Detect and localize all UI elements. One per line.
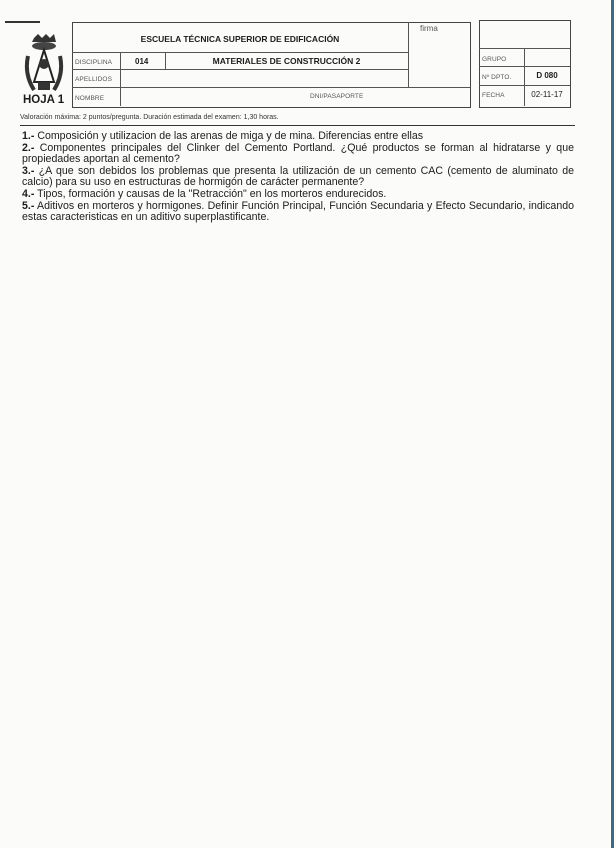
school-name: ESCUELA TÉCNICA SUPERIOR DE EDIFICACIÓN (140, 34, 340, 44)
dept-label: Nº DPTO. (482, 74, 512, 81)
dept-value: D 080 (536, 71, 558, 80)
date-value: 02-11-17 (531, 90, 563, 99)
subject-name: MATERIALES DE CONSTRUCCIÓN 2 (212, 56, 361, 66)
group-label: GRUPO (482, 56, 507, 63)
date-label: FECHA (482, 92, 505, 99)
signature-label: firma (420, 24, 438, 33)
question-1: 1.- Composición y utilizacion de las arenas de miga y de mina. Diferencias entre ellas (22, 130, 424, 142)
divider (20, 125, 575, 126)
subject-code: 014 (135, 57, 149, 66)
corner-mark (5, 21, 40, 23)
university-crest-logo (22, 34, 66, 96)
id-label: DNI/PASAPORTE (310, 93, 364, 100)
question-3: 3.- ¿A que son debidos los problemas que presenta la utilización de un cemento CAC (cemento de aluminato de calcio) para su uso en estructuras de hormigón de carácter permanente? (22, 164, 574, 189)
question-4: 4.- Tipos, formación y causas de la "Retracción" en los morteros endurecidos. (22, 187, 387, 200)
surname-label: APELLIDOS (75, 76, 113, 83)
subject-label: DISCIPLINA (75, 59, 113, 66)
sheet-number: HOJA 1 (23, 94, 65, 106)
question-2: 2.- Componentes principales del Clinker del Cemento Portland. ¿Qué productos se forman al hidratarse y que propiedades aportan al cemento? (22, 141, 574, 166)
question-list (22, 131, 574, 224)
name-label: NOMBRE (75, 95, 105, 102)
instructions: Valoración máxima: 2 puntos/pregunta. Duración estimada del examen: 1,30 horas. (20, 114, 279, 121)
question-5: 5.- Aditivos en morteros y hormigones. Definir Función Principal, Función Secundaria y Efecto Secundario, indicando estas caracteristicas en un aditivo superplastificante. (22, 199, 574, 224)
scan-edge (611, 0, 614, 848)
